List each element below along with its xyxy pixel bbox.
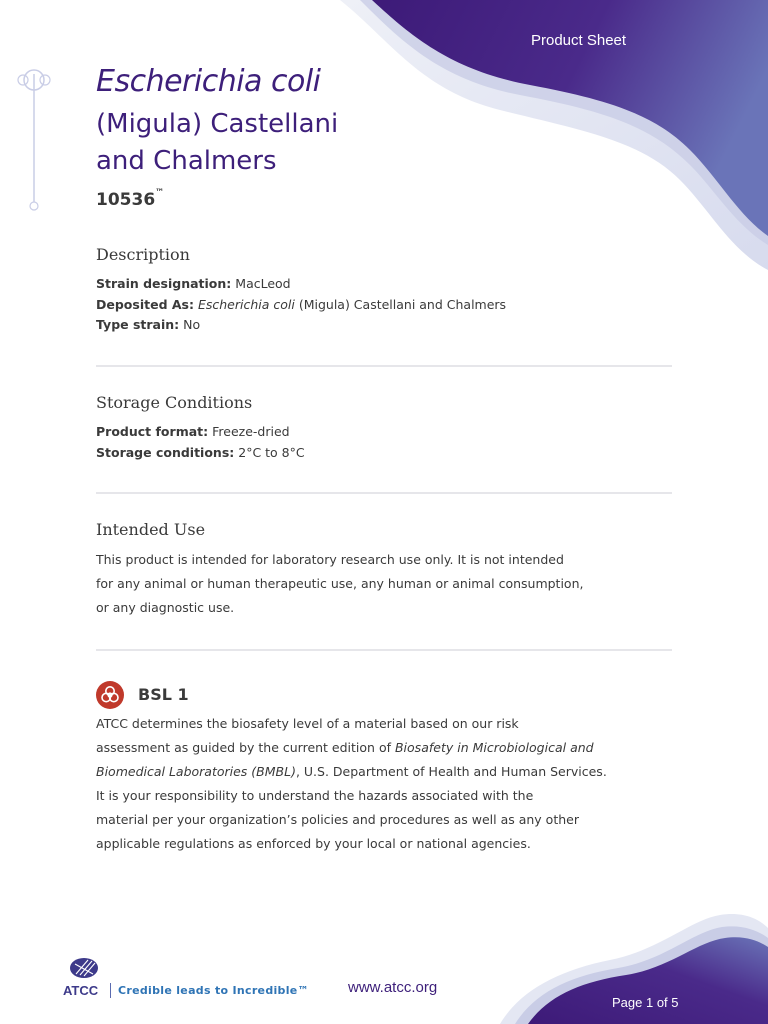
side-ornament-icon	[14, 64, 54, 214]
bmbl-title-part2: Biomedical Laboratories (BMBL)	[96, 764, 296, 779]
intended-use-line: or any diagnostic use.	[96, 600, 235, 615]
type-strain-row	[96, 317, 200, 332]
product-format-label: Product format:	[96, 424, 209, 439]
biosafety-line	[96, 760, 636, 784]
section-divider	[96, 492, 672, 494]
organism-name: Escherichia coli	[96, 64, 321, 99]
section-divider	[96, 365, 672, 367]
biohazard-icon	[96, 681, 124, 709]
deposited-as-organism: Escherichia coli	[197, 297, 295, 312]
section-divider	[96, 649, 672, 651]
footer-separator	[110, 983, 111, 998]
atcc-brand: ATCC	[63, 983, 99, 998]
catalog-number-value: 10536	[96, 190, 156, 210]
strain-designation-label: Strain designation:	[96, 276, 232, 291]
intended-use-line: This product is intended for laboratory research use only. It is not intended	[96, 552, 564, 567]
type-strain-value: No	[183, 317, 201, 332]
biosafety-line3-text: , U.S. Department of Health and Human Services.	[295, 764, 607, 779]
type-strain-label: Type strain:	[96, 317, 180, 332]
website-link[interactable]: www.atcc.org	[348, 979, 438, 996]
deposited-as-authority: (Migula) Castellani and Chalmers	[298, 297, 507, 312]
strain-designation-row	[96, 276, 291, 291]
biosafety-line	[96, 736, 636, 760]
deposited-as-row	[96, 297, 506, 312]
footer-tagline: Credible leads to Incredible™	[118, 984, 309, 997]
page-number: Page 1 of 5	[612, 995, 679, 1010]
trademark-symbol: ™	[155, 188, 165, 198]
title-line-authority: (Migula) Castellani	[96, 109, 339, 139]
biosafety-level-label: BSL 1	[138, 685, 189, 704]
biosafety-line: applicable regulations as enforced by your local or national agencies.	[96, 836, 531, 851]
storage-conditions-value: 2°C to 8°C	[238, 445, 305, 460]
storage-conditions-label: Storage conditions:	[96, 445, 235, 460]
bmbl-title-part1: Biosafety in Microbiological and	[394, 740, 594, 755]
biosafety-line: material per your organization’s policies and procedures as well as any other	[96, 812, 579, 827]
biosafety-line2-text: assessment as guided by the current edition of	[96, 740, 391, 755]
intended-use-heading: Intended Use	[96, 520, 206, 539]
biosafety-text	[96, 712, 636, 856]
product-format-value: Freeze-dried	[212, 424, 290, 439]
storage-heading: Storage Conditions	[96, 393, 253, 412]
biosafety-line: ATCC determines the biosafety level of a material based on our risk	[96, 716, 519, 731]
storage-conditions-row	[96, 445, 305, 460]
product-format-row	[96, 424, 290, 439]
description-heading: Description	[96, 245, 190, 264]
biosafety-line: It is your responsibility to understand the hazards associated with the	[96, 788, 534, 803]
catalog-number	[96, 190, 164, 210]
intended-use-line: for any animal or human therapeutic use, any human or animal consumption,	[96, 576, 584, 591]
deposited-as-label: Deposited As:	[96, 297, 194, 312]
title-line-authority-cont: and Chalmers	[96, 146, 277, 176]
intended-use-text	[96, 548, 616, 620]
header-wave-graphic	[0, 0, 768, 280]
strain-designation-value: MacLeod	[235, 276, 291, 291]
product-sheet-label: Product Sheet	[531, 32, 627, 49]
